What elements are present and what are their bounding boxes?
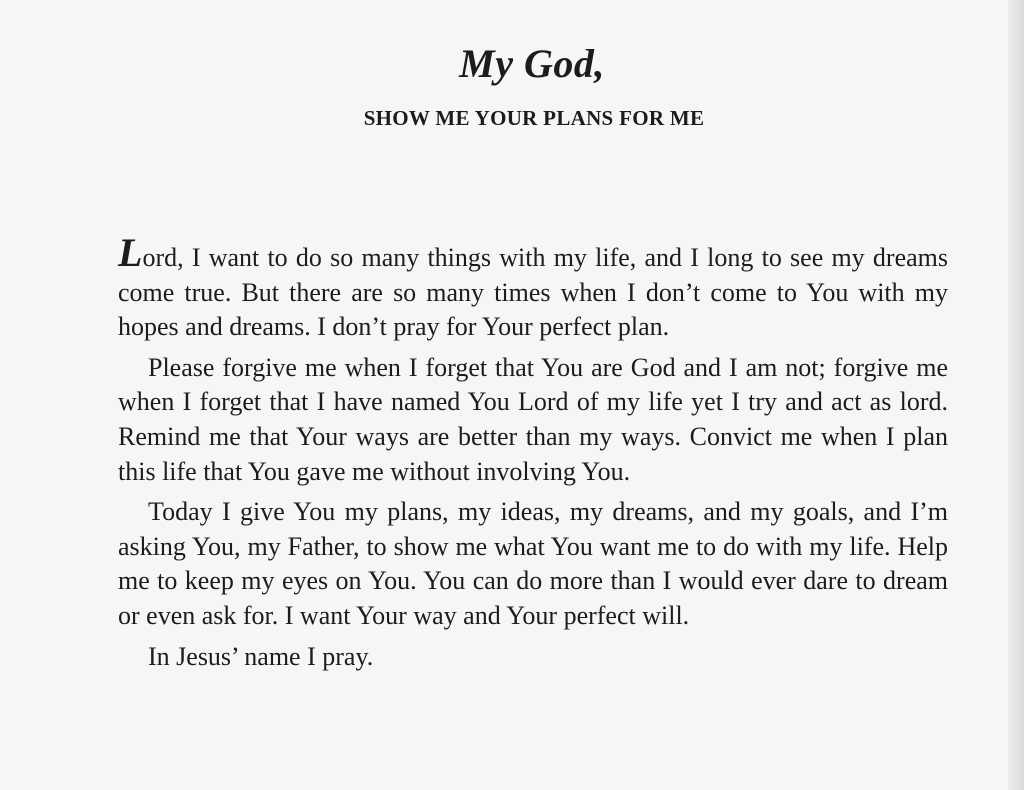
prayer-body [118, 230, 948, 680]
page-subtitle: SHOW ME YOUR PLANS FOR ME [363, 106, 705, 130]
page-title: My God, [459, 41, 605, 86]
paragraph [118, 230, 948, 345]
closing-line: In Jesus’ name I pray. [148, 641, 374, 671]
drop-cap-letter: L [118, 230, 143, 275]
paragraph: Please forgive me when I forget that You are God and I am not; forgive me when I forget that I have named You Lord of my life yet I try and act as lord. Remind me that Your ways are better than my ways. Convict me when I plan this life that You gave me without involving You. [118, 352, 948, 486]
page-edge [1008, 0, 1024, 790]
paragraph-text: ord, I want to do so many things with my life, and I long to see my dreams come true. But there are so many times when I don’t come to You with my hopes and dreams. I don’t pray for Your perfect plan. [118, 243, 948, 342]
paragraph: Today I give You my plans, my ideas, my dreams, and my goals, and I’m asking You, my Father, to show me what You want me to do with my life. Help me to keep my eyes on You. You can do more than I would ever dare to dream or even ask for. I want Your way and Your perfect will. [118, 497, 948, 630]
